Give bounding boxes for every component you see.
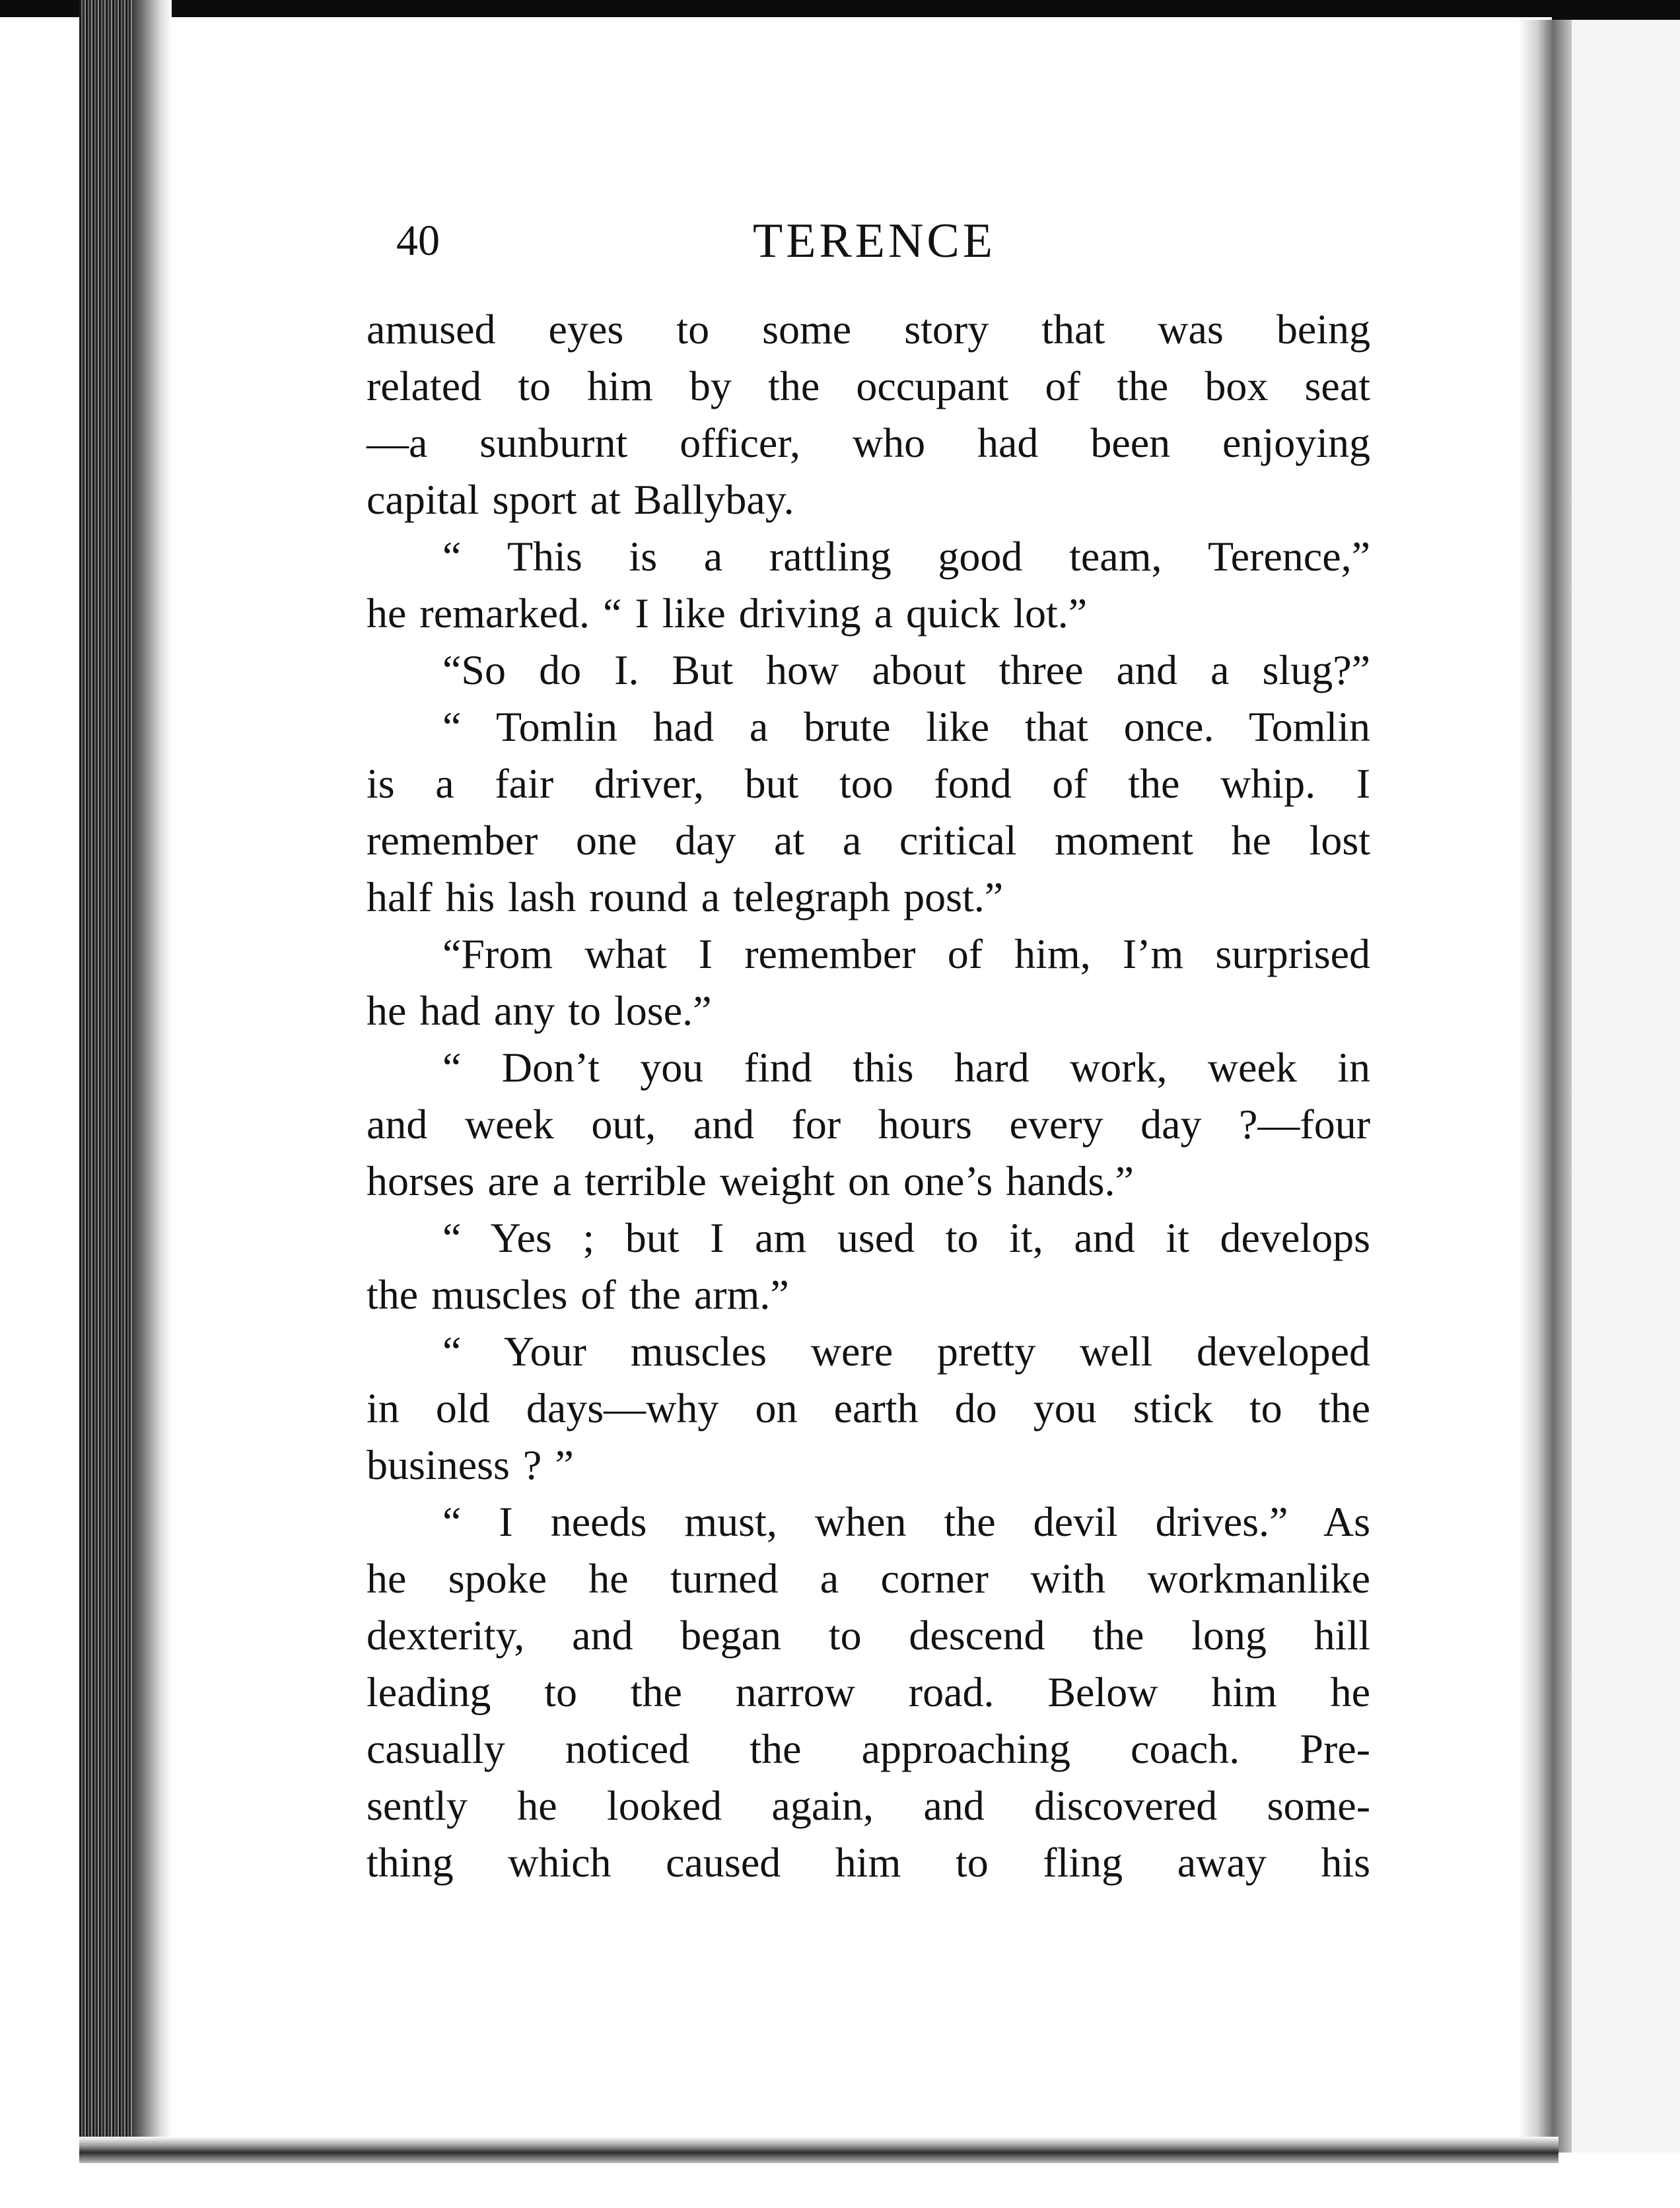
text-line: casually noticed the approaching coach. Pre- [367,1725,1370,1772]
text-line: dexterity, and began to descend the long hill [367,1612,1370,1659]
text-line: sently he looked again, and discovered some- [367,1782,1370,1829]
running-title: TERENCE [753,214,996,268]
text-line: capital sport at Ballybay. [367,476,794,523]
text-line: “ Tomlin had a brute like that once. Tomlin [442,703,1370,750]
text-line: he had any to lose.” [367,987,712,1034]
text-line: he spoke he turned a corner with workmanlike [367,1555,1370,1602]
text-line: “ I needs must, when the devil drives.” As [442,1498,1370,1545]
text-line: “ This is a rattling good team, Terence,” [442,533,1370,580]
page-number: 40 [396,217,440,265]
text-line: —a sunburnt officer, who had been enjoying [367,419,1370,466]
text-line: “So do I. But how about three and a slug?” [442,646,1370,693]
text-line: “ Don’t you find this hard work, week in [442,1044,1370,1091]
text-line: the muscles of the arm.” [367,1271,789,1318]
text-line: related to him by the occupant of the box seat [367,362,1370,409]
text-line: leading to the narrow road. Below him he [367,1669,1370,1715]
running-head [396,211,1387,271]
body-text [367,301,1370,1891]
text-line: is a fair driver, but too fond of the whip. I [367,760,1370,807]
text-line: and week out, and for hours every day ?—four [367,1101,1370,1148]
text-line: “ Yes ; but I am used to it, and it develops [442,1214,1370,1261]
text-line: horses are a terrible weight on one’s hands.” [367,1157,1134,1204]
text-line: “ Your muscles were pretty well developed [442,1328,1370,1375]
text-line: “From what I remember of him, I’m surprised [442,930,1370,977]
text-line: half his lash round a telegraph post.” [367,874,1004,920]
text-line: business ? ” [367,1441,574,1488]
text-line: remember one day at a critical moment he lost [367,817,1370,864]
text-line: thing which caused him to fling away his [367,1839,1370,1886]
text-line: he remarked. “ I like driving a quick lot.” [367,590,1088,637]
text-line: in old days—why on earth do you stick to the [367,1385,1370,1432]
text-line: amused eyes to some story that was being [367,306,1370,353]
